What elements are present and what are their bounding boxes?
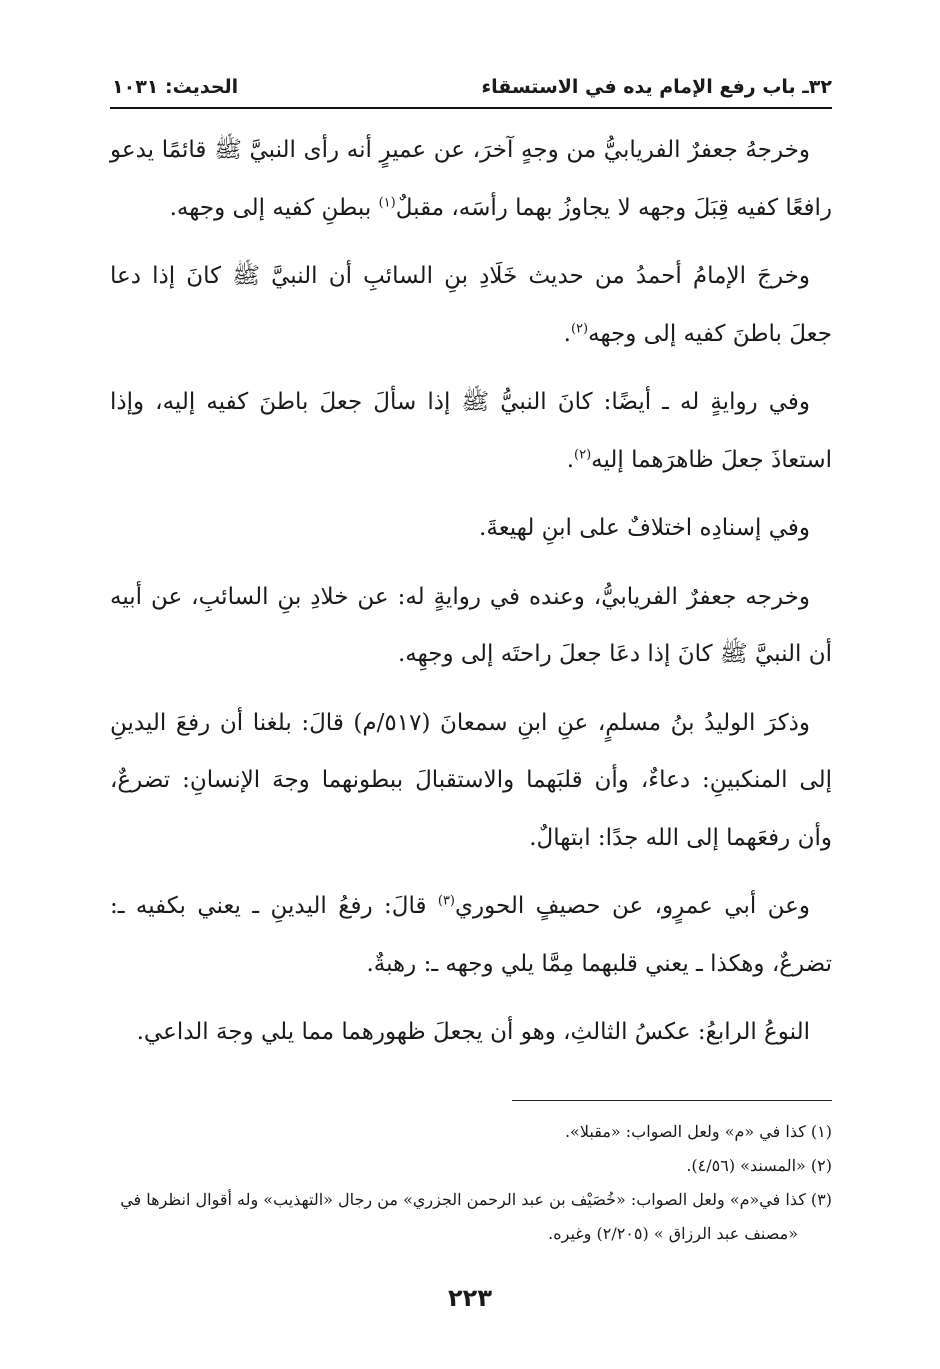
footnote: (٣) كذا في«م» ولعل الصواب: «خُصَيْف بن عبد الرحمن الجزري» من رجال «التهذيب» وله أقوال انظرها في «مصنف عبد الرزاق » (٢/٢٠٥) وغيره. (120, 1190, 832, 1243)
footnote-ref: (٢) (570, 320, 589, 336)
footnotes (108, 1115, 832, 1251)
paragraph: النوعُ الرابعُ: عكسُ الثالثِ، وهو أن يجعلَ ظهورهما مما يلي وجهَ الداعي. (136, 1019, 810, 1045)
footnote-divider (512, 1100, 832, 1101)
paragraph: وفي روايةٍ له ـ أيضًا: كانَ النبيُّ ﷺ إذا سألَ جعلَ باطنَ كفيه إليه، وإذا استعاذَ جعلَ ظاهرَهما إليه$^{(٢)}$. (110, 389, 832, 473)
footnote: (٢) «المسند» (٤/٥٦). (686, 1156, 832, 1175)
main-text (110, 122, 832, 1073)
page-number: ٢٢٣ (448, 1284, 492, 1312)
running-header (112, 70, 832, 104)
paragraph: وفي إسنادِه اختلافٌ على ابنِ لهيعةَ. (479, 515, 810, 541)
paragraph: وعن أبي عمرٍو، عن حصيفٍ الحوري$^{(٣)}$ قالَ: رفعُ اليدينِ ـ يعني بكفيه ـ: تضرعٌ، وهكذا ـ يعني قلبهما مِمَّا يلي وجهه ـ: رهبةٌ. (110, 893, 832, 977)
hadith-reference: الحديث: ١٠٣١ (112, 76, 239, 98)
footnote-ref: (٢) (574, 446, 592, 462)
footnote: (١) كذا في «م» ولعل الصواب: «مقبلا». (564, 1122, 832, 1141)
paragraph: وخرجه جعفرٌ الفريابيُّ، وعنده في روايةٍ له: عن خلادِ بنِ السائبِ، عن أبيه أن النبيَّ ﷺ كانَ إذا دعَا جعلَ راحتَه إلى وجهِه. (110, 583, 832, 667)
header-divider (110, 107, 832, 109)
paragraph: وذكرَ الوليدُ بنُ مسلمٍ، عنِ ابنِ سمعانَ (٥١٧/م) قالَ: بلغنا أن رفعَ اليدينِ إلى المنكبينِ: دعاءٌ، وأن قلبَهما والاستقبالَ ببطونهما وجهَ الإنسانِ: تضرعٌ، وأن رفعَهما إلى الله جدًا: ابتهالٌ. (110, 709, 832, 851)
paragraph: وخرجهُ جعفرٌ الفريابيُّ من وجهٍ آخرَ، عن عميرٍ أنه رأى النبيَّ ﷺ قائمًا يدعو رافعًا كفيه قِبَلَ وجهه لا يجاوزُ بهما رأسَه، مقبلٌ$^{(١)}$ ببطنِ كفيه إلى وجهه. (110, 137, 832, 221)
footnote-ref: (٣) (437, 893, 455, 909)
chapter-title: ٣٢ـ باب رفع الإمام يده في الاستسقاء (481, 76, 832, 98)
footnote-ref: (١) (378, 194, 396, 210)
paragraph: وخرجَ الإمامُ أحمدُ من حديث خَلَادِ بنِ السائبِ أن النبيَّ ﷺ كانَ إذا دعا جعلَ باطنَ كفيه إلى وجهه$^{(٢)}$. (110, 263, 832, 347)
